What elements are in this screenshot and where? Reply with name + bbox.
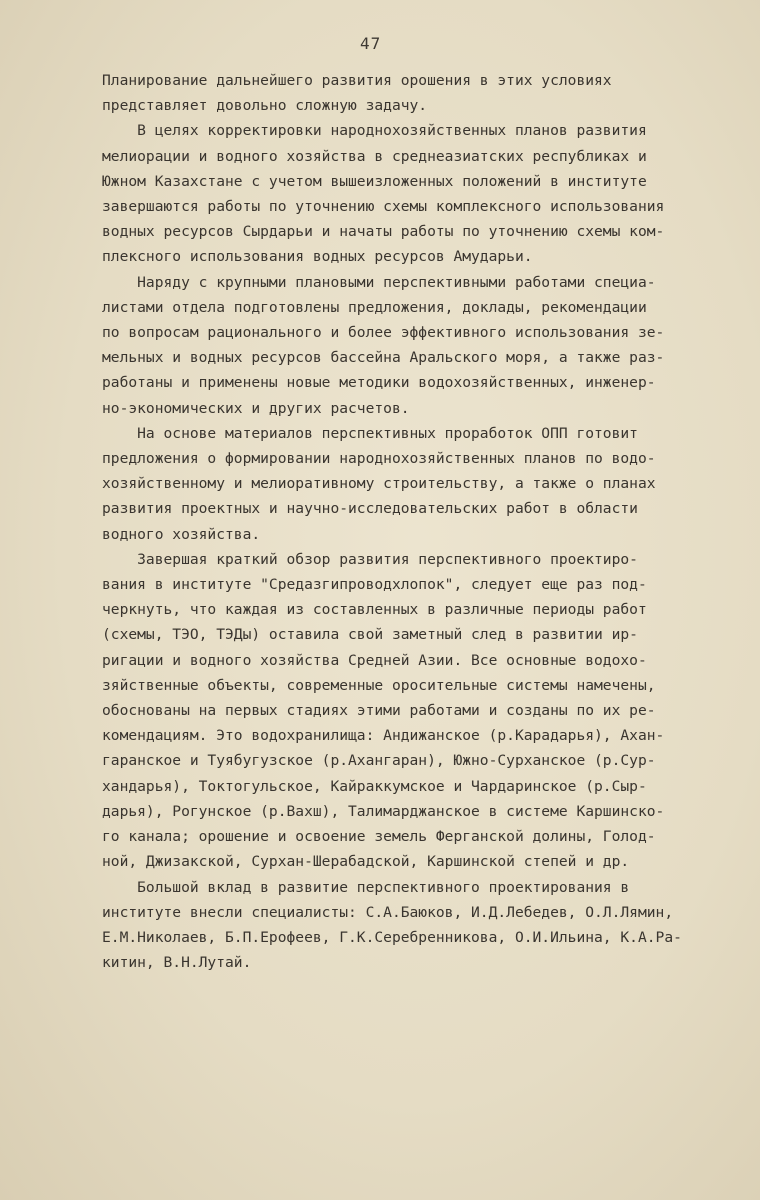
text-line: На основе материалов перспективных проработок ОПП готовит <box>102 424 638 442</box>
body-text <box>102 68 706 975</box>
text-line: но-экономических и других расчетов. <box>102 399 410 417</box>
text-line: завершаются работы по уточнению схемы комплексного использования <box>102 198 665 216</box>
text-line: Большой вклад в развитие перспективного проектирования в <box>102 878 630 896</box>
text-line: (схемы, ТЭО, ТЭДы) оставила свой заметный след в развитии ир- <box>102 626 638 644</box>
text-line: обоснованы на первых стадиях этими работами и созданы по их ре- <box>102 702 656 720</box>
text-line: Завершая краткий обзор развития перспективного проектиро- <box>102 550 638 568</box>
text-line: вания в институте "Средазгипроводхлопок", следует еще раз под- <box>102 576 647 594</box>
text-line: плексного использования водных ресурсов Амударьи. <box>102 248 533 266</box>
text-line: В целях корректировки народнохозяйственных планов развития <box>102 122 647 140</box>
text-line: институте внесли специалисты: С.А.Баюков, И.Д.Лебедев, О.Л.Лямин, <box>102 903 674 921</box>
text-line: листами отдела подготовлены предложения, доклады, рекомендации <box>102 298 647 316</box>
text-line: хандарья), Токтогульское, Кайраккумское и Чардаринское (р.Сыр- <box>102 777 647 795</box>
text-line: работаны и применены новые методики водохозяйственных, инженер- <box>102 374 656 392</box>
text-line: ригации и водного хозяйства Средней Азии. Все основные водохо- <box>102 651 647 669</box>
text-line: гаранское и Туябугузское (р.Ахангаран), Южно-Сурханское (р.Сур- <box>102 752 656 770</box>
text-line: Южном Казахстане с учетом вышеизложенных положений в институте <box>102 172 647 190</box>
text-line: представляет довольно сложную задачу. <box>102 97 428 115</box>
text-line: водных ресурсов Сырдарьи и начаты работы по уточнению схемы ком- <box>102 223 665 241</box>
text-line: мелиорации и водного хозяйства в среднеазиатских республиках и <box>102 147 647 165</box>
text-line: зяйственные объекты, современные оросительные системы намечены, <box>102 676 656 694</box>
text-line: дарья), Рогунское (р.Вахш), Талимарджанское в системе Каршинско- <box>102 802 665 820</box>
text-line: комендациям. Это водохранилища: Андижанское (р.Карадарья), Ахан- <box>102 727 665 745</box>
text-line: хозяйственному и мелиоративному строительству, а также о планах <box>102 475 656 493</box>
text-line: предложения о формировании народнохозяйственных планов по водо- <box>102 450 656 468</box>
text-line: по вопросам рационального и более эффективного использования зе- <box>102 324 665 342</box>
text-line: Планирование дальнейшего развития орошения в этих условиях <box>102 72 612 89</box>
text-line: развития проектных и научно-исследовательских работ в области <box>102 500 638 518</box>
text-line: водного хозяйства. <box>102 525 261 543</box>
text-line: Наряду с крупными плановыми перспективными работами специа- <box>102 273 656 291</box>
page-number: 47 <box>360 34 382 53</box>
text-line: ной, Джизакской, Сурхан-Шерабадской, Каршинской степей и др. <box>102 853 630 871</box>
text-line: черкнуть, что каждая из составленных в различные периоды работ <box>102 601 647 619</box>
text-line: мельных и водных ресурсов бассейна Аральского моря, а также раз- <box>102 349 665 367</box>
text-line: китин, В.Н.Лутай. <box>102 954 252 972</box>
text-line: го канала; орошение и освоение земель Ферганской долины, Голод- <box>102 828 656 846</box>
text-line: Е.М.Николаев, Б.П.Ерофеев, Г.К.Серебренникова, О.И.Ильина, К.А.Ра- <box>102 928 682 946</box>
